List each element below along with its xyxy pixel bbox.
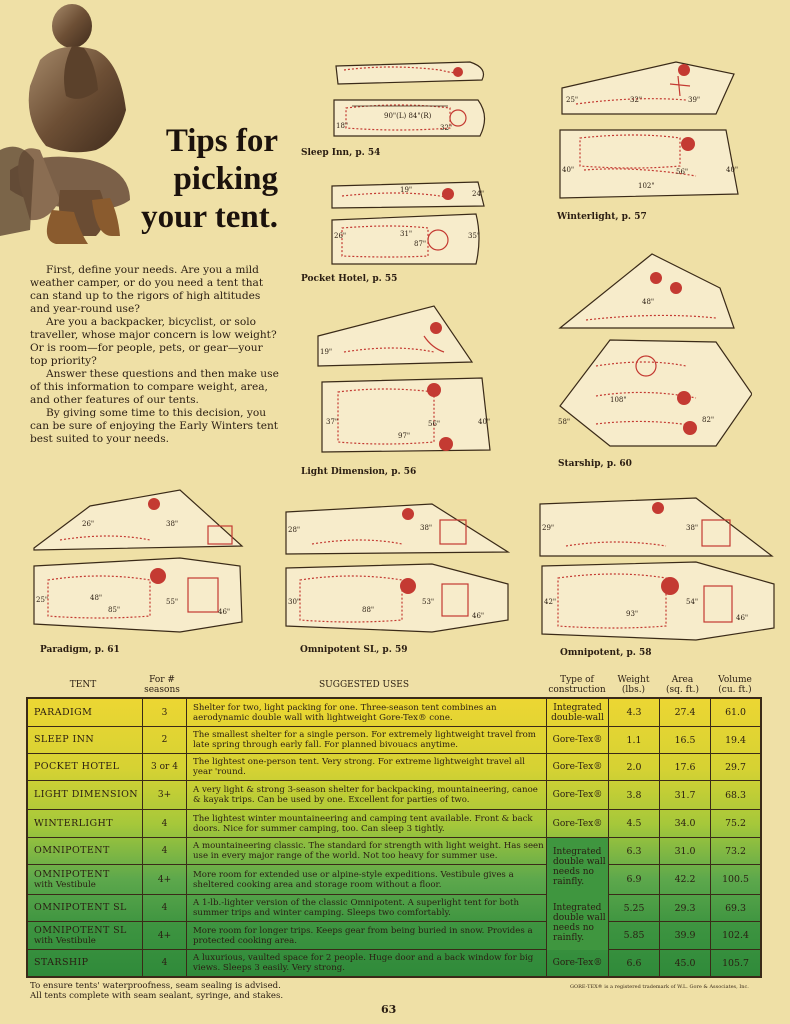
- area-cell: 27.4: [659, 699, 710, 726]
- tent-name: PARADIGM: [34, 706, 93, 718]
- caption-paradigm: Paradigm, p. 61: [40, 645, 120, 655]
- volume-cell: 105.7: [710, 950, 760, 976]
- weight-cell: 6.3: [608, 838, 659, 864]
- volume-cell: 19.4: [710, 727, 760, 753]
- area-cell: 34.0: [659, 810, 710, 837]
- table-row: [28, 950, 760, 976]
- title-line-2: picking: [173, 161, 278, 197]
- header-weight: Weight (lbs.): [617, 675, 650, 695]
- weight-cell: 3.8: [608, 781, 659, 809]
- dim-label: 19": [400, 186, 413, 194]
- dim-label: 28": [288, 526, 301, 534]
- weight-cell: 4.5: [608, 810, 659, 837]
- table-row: [28, 810, 760, 838]
- omnipotent-diagram: [536, 494, 776, 644]
- page-number: 63: [381, 1003, 397, 1016]
- volume-cell: 100.5: [710, 865, 760, 894]
- uses-cell: A mountaineering classic. The standard for strength with light weight. Has seen use in every major range of the world. Not too heavy for summer use.: [186, 838, 546, 864]
- weight-cell: 5.85: [608, 922, 659, 949]
- footnote-line: All tents complete with seam sealant, syringe, and stakes.: [30, 991, 284, 1001]
- volume-cell: 102.4: [710, 922, 760, 949]
- seasons-cell: 3: [142, 699, 186, 726]
- dim-label: 26": [334, 232, 347, 240]
- dim-label: 56": [428, 420, 441, 428]
- construction-cell: Gore-Tex®: [546, 754, 608, 780]
- omnipotent-sl-diagram: [282, 494, 510, 636]
- dim-label: 29": [542, 524, 555, 532]
- intro-text: [30, 264, 282, 446]
- trademark-note: GORE-TEX® is a registered trademark of W.L. Gore & Associates, Inc.: [570, 984, 749, 990]
- dim-label: 25": [566, 96, 579, 104]
- tent-name: [28, 922, 142, 949]
- dim-label: 46": [218, 608, 231, 616]
- area-cell: 16.5: [659, 727, 710, 753]
- tent-name: STARSHIP: [34, 957, 89, 968]
- weight-cell: 5.25: [608, 895, 659, 921]
- dim-label: 31": [400, 230, 413, 238]
- construction-merged-cell: Integrated double wall needs no rainfly.: [546, 895, 608, 950]
- dim-label: 102": [638, 182, 655, 190]
- dim-label: 26": [82, 520, 95, 528]
- sleep-inn-diagram: [330, 58, 490, 142]
- intro-paragraph: By giving some time to this decision, you can be sure of enjoying the Early Winters tent best suited to your needs.: [30, 407, 279, 445]
- dim-label: 37": [326, 418, 339, 426]
- area-cell: 31.0: [659, 838, 710, 864]
- dim-label: 19": [320, 348, 333, 356]
- area-cell: 45.0: [659, 950, 710, 976]
- dim-label: 40": [562, 166, 575, 174]
- seasons-cell: 4+: [142, 922, 186, 949]
- tent-comparison-table: [26, 697, 762, 978]
- page-title: [108, 122, 278, 236]
- caption-pocket-hotel: Pocket Hotel, p. 55: [301, 274, 398, 284]
- volume-cell: 69.3: [710, 895, 760, 921]
- caption-starship: Starship, p. 60: [558, 459, 632, 469]
- table-row: [28, 838, 760, 865]
- tent-name: [28, 865, 142, 894]
- pocket-hotel-diagram: [328, 178, 488, 270]
- dim-label: 40": [726, 166, 739, 174]
- volume-cell: 68.3: [710, 781, 760, 809]
- uses-cell: The lightest one-person tent. Very strong. For extreme lightweight travel all year 'round.: [186, 754, 546, 780]
- tent-name: LIGHT DIMENSION: [34, 789, 138, 800]
- dim-label: 32": [630, 96, 643, 104]
- construction-cell: Gore-Tex®: [546, 781, 608, 809]
- dim-label: 54": [686, 598, 699, 606]
- intro-paragraph: First, define your needs. Are you a mild weather camper, or do you need a tent that can stand up to the rigors of high altitudes and year-round use?: [30, 264, 264, 315]
- uses-cell: A 1-lb.-lighter version of the classic Omnipotent. A superlight tent for both summer trips and winter camping. Sleeps two comfortably.: [186, 895, 546, 921]
- dim-label: 38": [420, 524, 433, 532]
- dim-label: 58": [558, 418, 571, 426]
- dim-label: 93": [626, 610, 639, 618]
- dim-label: 87": [414, 240, 427, 248]
- table-row: [28, 922, 760, 950]
- caption-light-dimension: Light Dimension, p. 56: [301, 467, 417, 477]
- uses-cell: More room for extended use or alpine-style expeditions. Vestibule gives a sheltered cooking area and storage room without a floor.: [186, 865, 546, 894]
- dim-label: 38": [166, 520, 179, 528]
- area-cell: 42.2: [659, 865, 710, 894]
- table-row: [28, 895, 760, 922]
- weight-cell: 1.1: [608, 727, 659, 753]
- volume-cell: 75.2: [710, 810, 760, 837]
- dim-label: 46": [736, 614, 749, 622]
- tent-name-sub: with Vestibule: [34, 935, 96, 946]
- weight-cell: 4.3: [608, 699, 659, 726]
- volume-cell: 29.7: [710, 754, 760, 780]
- weight-cell: 6.9: [608, 865, 659, 894]
- area-cell: 17.6: [659, 754, 710, 780]
- uses-cell: The smallest shelter for a single person. For extremely lightweight travel from late spring through early fall. For planned bivouacs anytime.: [186, 727, 546, 753]
- dim-label: 42": [544, 598, 557, 606]
- header-area: Area (sq. ft.): [666, 675, 699, 695]
- title-line-1: Tips for: [165, 123, 278, 159]
- dim-label: 39": [688, 96, 701, 104]
- dim-label: 97": [398, 432, 411, 440]
- dim-label: 38": [686, 524, 699, 532]
- dim-label: 90"(L) 84"(R): [384, 112, 432, 120]
- weight-cell: 2.0: [608, 754, 659, 780]
- caption-omnipotent-sl: Omnipotent SL, p. 59: [300, 645, 408, 655]
- dim-label: 46": [472, 612, 485, 620]
- uses-cell: More room for longer trips. Keeps gear from being buried in snow. Provides a protected cooking area.: [186, 922, 546, 949]
- uses-cell: Shelter for two, light packing for one. Three-season tent combines an aerodynamic double wall with lightweight Gore-Tex® cone.: [186, 699, 546, 726]
- construction-cell: Integrated double-wall: [546, 699, 608, 726]
- seasons-cell: 2: [142, 727, 186, 753]
- uses-cell: A luxurious, vaulted space for 2 people. Huge door and a back window for big views. Sleeps 3 easily. Very strong.: [186, 950, 546, 976]
- seasons-cell: 4: [142, 950, 186, 976]
- dim-label: 85": [108, 606, 121, 614]
- construction-cell: Gore-Tex®: [546, 950, 608, 976]
- seasons-cell: 3 or 4: [142, 754, 186, 780]
- seasons-cell: 3+: [142, 781, 186, 809]
- table-header: [26, 675, 762, 697]
- table-row: [28, 699, 760, 727]
- dim-label: 40": [478, 418, 491, 426]
- tent-name: OMNIPOTENT SL: [34, 902, 127, 913]
- header-construction: Type of construction: [548, 675, 606, 695]
- seasons-cell: 4: [142, 810, 186, 837]
- area-cell: 29.3: [659, 895, 710, 921]
- dim-label: 56": [676, 168, 689, 176]
- tent-name-main: OMNIPOTENT SL: [34, 924, 127, 936]
- dim-label: 48": [90, 594, 103, 602]
- table-row: [28, 781, 760, 810]
- uses-cell: A very light & strong 3-season shelter for backpacking, mountaineering, canoe & kayak trips. Can be used by one. Excellent for parties of two.: [186, 781, 546, 809]
- caption-winterlight: Winterlight, p. 57: [557, 212, 647, 222]
- dim-label: 32": [440, 124, 453, 132]
- starship-diagram: [556, 248, 752, 450]
- area-cell: 39.9: [659, 922, 710, 949]
- tent-name: WINTERLIGHT: [34, 817, 113, 829]
- dim-label: 55": [166, 598, 179, 606]
- dim-label: 53": [422, 598, 435, 606]
- dim-label: 88": [362, 606, 375, 614]
- intro-paragraph: Are you a backpacker, bicyclist, or solo traveller, whose major concern is low weight? Or is room—for people, pets, or gear—your top priority?: [30, 316, 277, 367]
- caption-sleep-inn: Sleep Inn, p. 54: [301, 148, 381, 158]
- volume-cell: 61.0: [710, 699, 760, 726]
- weight-cell: 6.6: [608, 950, 659, 976]
- header-tent: TENT: [69, 680, 97, 690]
- dim-label: 48": [642, 298, 655, 306]
- volume-cell: 73.2: [710, 838, 760, 864]
- table-row: [28, 754, 760, 781]
- seasons-cell: 4: [142, 838, 186, 864]
- uses-cell: The lightest winter mountaineering and camping tent available. Front & back doors. Nice for summer camping, too. Can sleep 3 tightly.: [186, 810, 546, 837]
- tent-name: OMNIPOTENT: [34, 845, 110, 856]
- header-seasons: For # seasons: [144, 675, 180, 695]
- construction-cell: Gore-Tex®: [546, 810, 608, 837]
- tent-name: SLEEP INN: [34, 734, 95, 745]
- seasons-cell: 4: [142, 895, 186, 921]
- tent-name-main: OMNIPOTENT: [34, 868, 110, 880]
- construction-merged-cell: Integrated double wall needs no rainfly.: [546, 838, 608, 895]
- intro-paragraph: Answer these questions and then make use of this information to compare weight, area, and other features of our tents.: [30, 368, 279, 406]
- dim-label: 24": [472, 190, 485, 198]
- dim-label: 30": [288, 598, 301, 606]
- winterlight-diagram: [556, 56, 746, 204]
- dim-label: 18": [336, 122, 349, 130]
- header-uses: SUGGESTED USES: [319, 680, 409, 690]
- header-volume: Volume (cu. ft.): [718, 675, 752, 695]
- title-line-3: your tent.: [141, 199, 278, 235]
- dim-label: 35": [468, 232, 481, 240]
- footnote-line: To ensure tents' waterproofness, seam sealing is advised.: [30, 981, 281, 991]
- tent-name: POCKET HOTEL: [34, 761, 120, 772]
- paradigm-diagram: [30, 486, 244, 636]
- construction-cell: Gore-Tex®: [546, 727, 608, 753]
- dim-label: 25": [36, 596, 49, 604]
- tent-name-sub: with Vestibule: [34, 879, 96, 890]
- caption-omnipotent: Omnipotent, p. 58: [560, 648, 652, 658]
- light-dimension-diagram: [314, 302, 498, 458]
- table-row: [28, 865, 760, 895]
- dim-label: 108": [610, 396, 627, 404]
- table-row: [28, 727, 760, 754]
- footnote: [30, 981, 330, 1001]
- dim-label: 82": [702, 416, 715, 424]
- area-cell: 31.7: [659, 781, 710, 809]
- seasons-cell: 4+: [142, 865, 186, 894]
